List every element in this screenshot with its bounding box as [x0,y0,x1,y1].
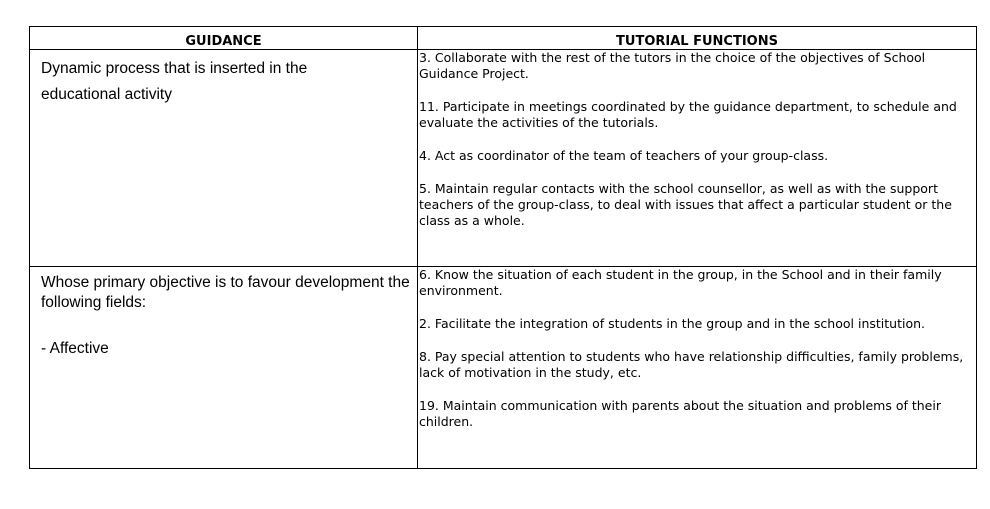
function-item: 5. Maintain regular contacts with the school counsellor, as well as with the support teachers of the group-class, to deal with issues that affect a particular student or the class as a whole. [419,181,952,228]
guidance-tutorial-table [29,26,977,469]
table-row [30,267,977,469]
spacer [41,313,413,339]
function-item: 2. Facilitate the integration of students in the group and in the school institution. [419,316,925,331]
functions-cell-2 [418,267,977,469]
guidance-cell-2 [30,267,418,469]
functions-cell-1 [418,50,977,267]
function-item: 8. Pay special attention to students who have relationship difficulties, family problems, lack of motivation in the study, etc. [419,349,964,380]
table-row [30,50,977,267]
guidance-text-line: educational activity [41,86,172,103]
guidance-objective-text: Whose primary objective is to favour development the following fields: [41,274,410,311]
guidance-text-line: Dynamic process that is inserted in the [41,60,308,77]
function-item: 6. Know the situation of each student in the group, in the School and in their family environment. [419,267,942,298]
function-item: 11. Participate in meetings coordinated by the guidance department, to schedule and evaluate the activities of the tutorials. [419,99,957,130]
function-item: 3. Collaborate with the rest of the tutors in the choice of the objectives of School Guidance Project. [419,50,926,81]
guidance-list-item: - Affective [41,340,109,357]
function-item: 4. Act as coordinator of the team of teachers of your group-class. [419,148,829,163]
function-item: 19. Maintain communication with parents about the situation and problems of their children. [419,398,941,429]
guidance-cell-1 [30,50,418,267]
header-row [30,27,977,50]
header-tutorial-functions: TUTORIAL FUNCTIONS [418,27,977,50]
header-guidance: GUIDANCE [30,27,418,50]
